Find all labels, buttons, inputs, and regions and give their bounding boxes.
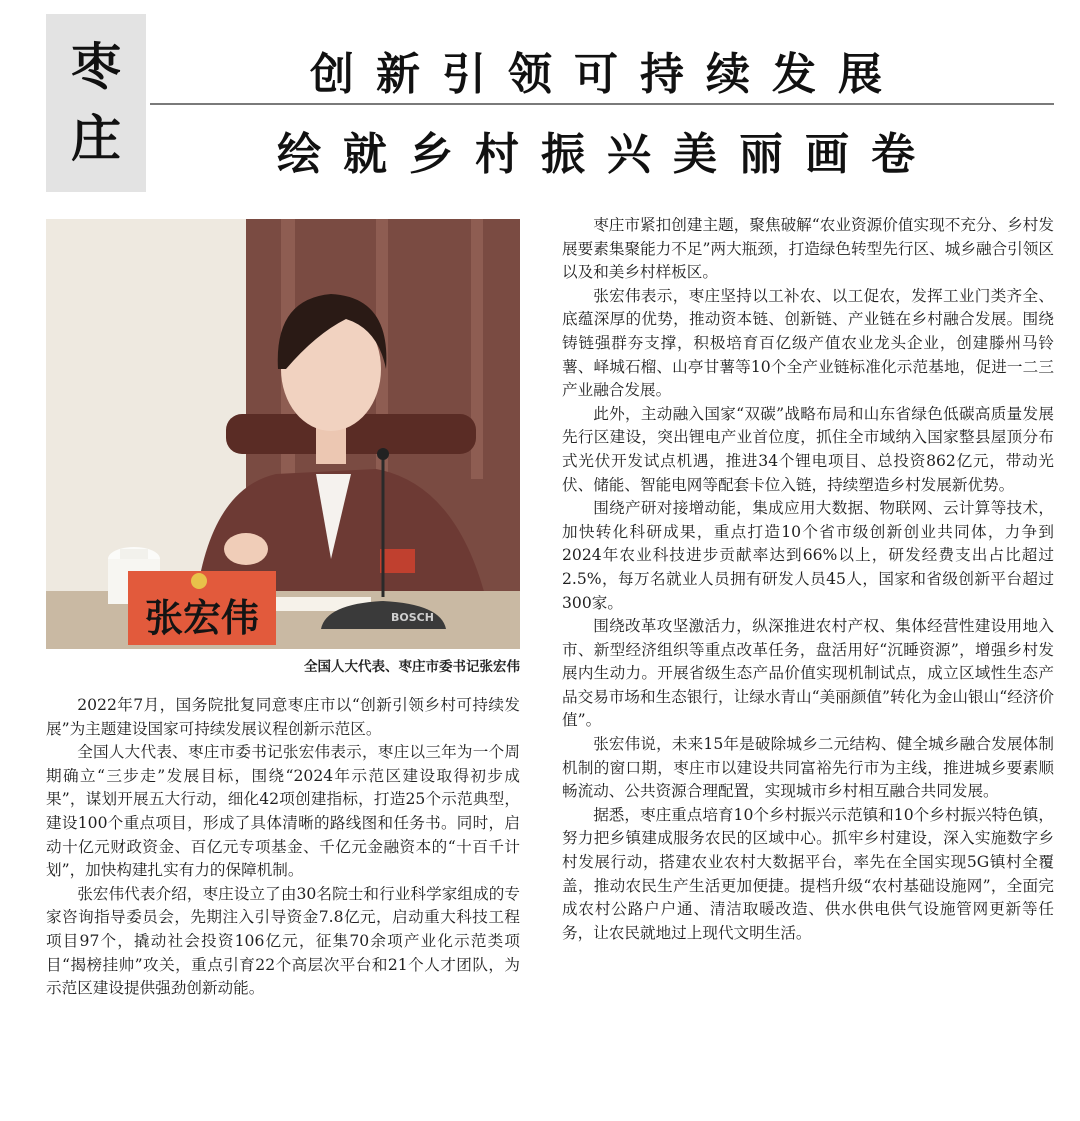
paragraph: 围绕改革攻坚激活力，纵深推进农村产权、集体经营性建设用地入市、新型经济组织等重点改革任务，盘活用好“沉睡资源”，增强乡村发展内生动力。开展省级生态产品价值实现机制试点，成立区域性生态产品交易市场和生态银行，让绿水青山“美丽颜值”转化为金山银山“经济价值”。	[562, 617, 1054, 730]
paragraph: 张宏伟说，未来15年是破除城乡二元结构、健全城乡融合发展体制机制的窗口期，枣庄市以建设共同富裕先行市为主线，推进城乡要素顺畅流动、公共资源合理配置，实现城市乡村相互融合共同发展。	[562, 735, 1054, 801]
region-char-2: 庄	[71, 110, 121, 168]
paragraph: 枣庄市紧扣创建主题，聚焦破解“农业资源价值实现不充分、乡村发展要素集聚能力不足”两大瓶颈，打造绿色转型先行区、城乡融合引领区以及和美乡村样板区。	[562, 216, 1054, 282]
region-char-1: 枣	[71, 38, 121, 96]
mic-brand: BOSCH	[391, 611, 434, 624]
paragraph: 围绕产研对接增动能，集成应用大数据、物联网、云计算等技术，加快转化科研成果，重点打造10个省市级创新创业共同体，力争到2024年农业科技进步贡献率达到66%以上，研发经费支出占比超过2.5%，每万名就业人员拥有研发人员45人，国家和省级创新平台超过300家。	[562, 499, 1054, 612]
article-right-column	[562, 214, 1054, 945]
paragraph: 张宏伟表示，枣庄坚持以工补农、以工促农，发挥工业门类齐全、底蕴深厚的优势，推动资本链、创新链、产业链在乡村融合发展。围绕铸链强群夯支撑，积极培育百亿级产值农业龙头企业，创建滕州马铃薯、峄城石榴、山亭甘薯等10个全产业链标准化示范基地，促进一二三产业融合发展。	[562, 286, 1054, 400]
headline-line-1: 创新引领可持续发展	[310, 49, 904, 100]
headline-divider	[150, 103, 1054, 105]
paragraph: 张宏伟代表介绍，枣庄设立了由30名院士和行业科学家组成的专家咨询指导委员会，先期注入引导资金7.8亿元，启动重大科技工程项目97个，撬动社会投资106亿元，征集70余项产业化示范类项目“揭榜挂帅”攻关，重点引育22个高层次平台和21个人才团队，为示范区建设提供强劲创新动能。	[46, 884, 520, 998]
headline-line-2: 绘就乡村振兴美丽画卷	[277, 129, 937, 180]
article-left-column	[46, 694, 520, 1001]
paragraph: 全国人大代表、枣庄市委书记张宏伟表示，枣庄以三年为一个周期确立“三步走”发展目标，围绕“2024年示范区建设取得初步成果”，谋划开展五大行动，细化42项创建指标，打造25个示范典型，建设100个重点项目，形成了具体清晰的路线图和任务书。同时，启动十亿元财政资金、百亿元专项基金、千亿元金融资本的“十百千计划”，加快构建扎实有力的保障机制。	[46, 743, 520, 880]
nameplate: 张宏伟	[144, 595, 260, 640]
paragraph: 据悉，枣庄重点培育10个乡村振兴示范镇和10个乡村振兴特色镇，努力把乡镇建成服务农民的区域中心。抓牢乡村建设，深入实施数字乡村发展行动，搭建农业农村大数据平台，率先在全国实现5G镇村全覆盖，推动农民生产生活更加便捷。提档升级“农村基础设施网”，全面完成农村公路户户通、清洁取暖改造、供水供电供气设施管网更新等任务，让农民就地过上现代文明生活。	[562, 805, 1054, 942]
photo	[46, 219, 520, 649]
paragraph: 2022年7月，国务院批复同意枣庄市以“创新引领乡村可持续发展”为主题建设国家可持续发展议程创新示范区。	[46, 696, 520, 738]
photo-caption: 全国人大代表、枣庄市委书记张宏伟	[304, 659, 520, 675]
paragraph: 此外，主动融入国家“双碳”战略布局和山东省绿色低碳高质量发展先行区建设，突出锂电产业首位度，抓住全市域纳入国家整县屋顶分布式光伏开发试点机遇，推进34个锂电项目、总投资862亿元，带动光伏、储能、智能电网等配套卡位入链，持续塑造乡村发展新优势。	[562, 404, 1054, 494]
region-tag	[46, 14, 146, 192]
